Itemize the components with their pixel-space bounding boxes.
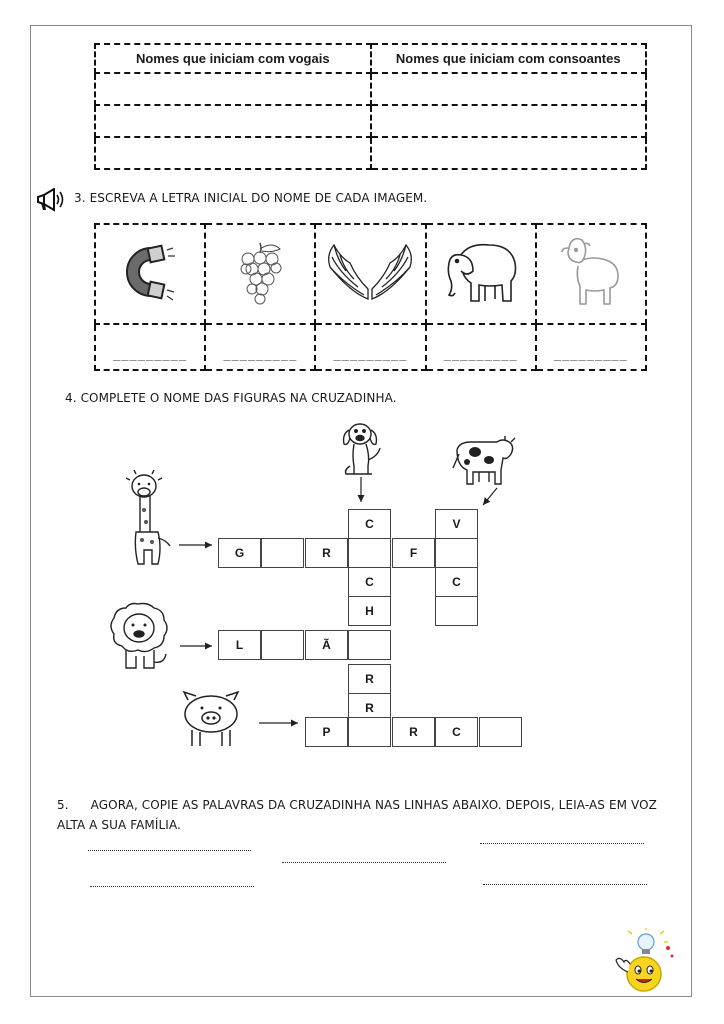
crossword-cell[interactable]: L bbox=[218, 630, 261, 660]
initials-table bbox=[94, 223, 647, 371]
crossword-cell[interactable]: G bbox=[218, 538, 261, 568]
picture-cell bbox=[536, 224, 646, 324]
smiley-idea-icon bbox=[606, 928, 678, 994]
question-5-text: AGORA, COPIE AS PALAVRAS DA CRUZADINHA NAS LINHAS ABAIXO. DEPOIS, LEIA-AS EM VOZ ALTA A SUA FAMÍLIA. bbox=[57, 798, 657, 832]
answer-blank: _________ bbox=[443, 347, 518, 361]
col-header-vowels: Nomes que iniciam com vogais bbox=[95, 44, 371, 73]
crossword-cell[interactable]: R bbox=[392, 717, 435, 747]
lion-icon bbox=[108, 600, 172, 672]
table-cell[interactable] bbox=[371, 105, 647, 137]
table-cell[interactable] bbox=[95, 105, 371, 137]
crossword-cell[interactable] bbox=[435, 538, 478, 568]
crossword-cell[interactable] bbox=[348, 630, 391, 660]
crossword-cell[interactable]: V bbox=[435, 509, 478, 539]
speaker-icon bbox=[35, 188, 65, 212]
giraffe-icon bbox=[126, 470, 176, 568]
pig-icon bbox=[180, 690, 242, 748]
picture-cell bbox=[315, 224, 425, 324]
writing-line[interactable] bbox=[88, 850, 251, 851]
crossword-cell[interactable]: C bbox=[435, 717, 478, 747]
answer-cell[interactable] bbox=[95, 324, 205, 370]
crossword-cell[interactable] bbox=[348, 717, 391, 747]
picture-cell bbox=[426, 224, 536, 324]
table-cell[interactable] bbox=[95, 73, 371, 105]
table-cell[interactable] bbox=[95, 137, 371, 169]
crossword-cell[interactable]: R bbox=[348, 693, 391, 723]
answer-blank: _________ bbox=[223, 347, 298, 361]
crossword-cell[interactable]: H bbox=[348, 596, 391, 626]
answer-cell[interactable] bbox=[315, 324, 425, 370]
magnet-icon bbox=[115, 242, 185, 302]
answer-cell[interactable] bbox=[426, 324, 536, 370]
table-cell[interactable] bbox=[371, 137, 647, 169]
elephant-icon bbox=[439, 237, 523, 307]
names-table bbox=[94, 43, 647, 170]
crossword-cell[interactable] bbox=[479, 717, 522, 747]
dog-icon bbox=[336, 420, 388, 476]
question-4-heading: 4. COMPLETE O NOME DAS FIGURAS NA CRUZADINHA. bbox=[65, 391, 397, 405]
sheep-icon bbox=[554, 234, 628, 310]
picture-cell bbox=[95, 224, 205, 324]
crossword-cell[interactable] bbox=[435, 596, 478, 626]
crossword-cell[interactable]: R bbox=[348, 664, 391, 694]
crossword-cell[interactable]: Ã bbox=[305, 630, 348, 660]
writing-line[interactable] bbox=[483, 884, 647, 885]
crossword-cell[interactable]: C bbox=[348, 567, 391, 597]
question-5-index: 5. bbox=[57, 798, 69, 812]
crossword-cell[interactable]: C bbox=[435, 567, 478, 597]
crossword-cell[interactable]: P bbox=[305, 717, 348, 747]
answer-cell[interactable] bbox=[536, 324, 646, 370]
crossword-cell[interactable] bbox=[261, 538, 304, 568]
crossword-cell[interactable]: F bbox=[392, 538, 435, 568]
answer-blank: _________ bbox=[113, 347, 188, 361]
answer-blank: _________ bbox=[333, 347, 408, 361]
picture-cell bbox=[205, 224, 315, 324]
writing-line[interactable] bbox=[480, 843, 644, 844]
crossword-cell[interactable] bbox=[261, 630, 304, 660]
writing-line[interactable] bbox=[282, 862, 446, 863]
crossword-cell[interactable]: C bbox=[348, 509, 391, 539]
crossword-cell[interactable] bbox=[348, 538, 391, 568]
question-5-heading bbox=[57, 795, 657, 835]
cow-icon bbox=[445, 434, 517, 490]
wings-icon bbox=[320, 237, 420, 307]
col-header-consonants: Nomes que iniciam com consoantes bbox=[371, 44, 647, 73]
grapes-icon bbox=[230, 237, 290, 307]
writing-line[interactable] bbox=[90, 886, 254, 887]
answer-blank: _________ bbox=[553, 347, 628, 361]
crossword-cell[interactable]: R bbox=[305, 538, 348, 568]
answer-cell[interactable] bbox=[205, 324, 315, 370]
question-3-heading: 3. ESCREVA A LETRA INICIAL DO NOME DE CADA IMAGEM. bbox=[74, 191, 428, 205]
table-cell[interactable] bbox=[371, 73, 647, 105]
